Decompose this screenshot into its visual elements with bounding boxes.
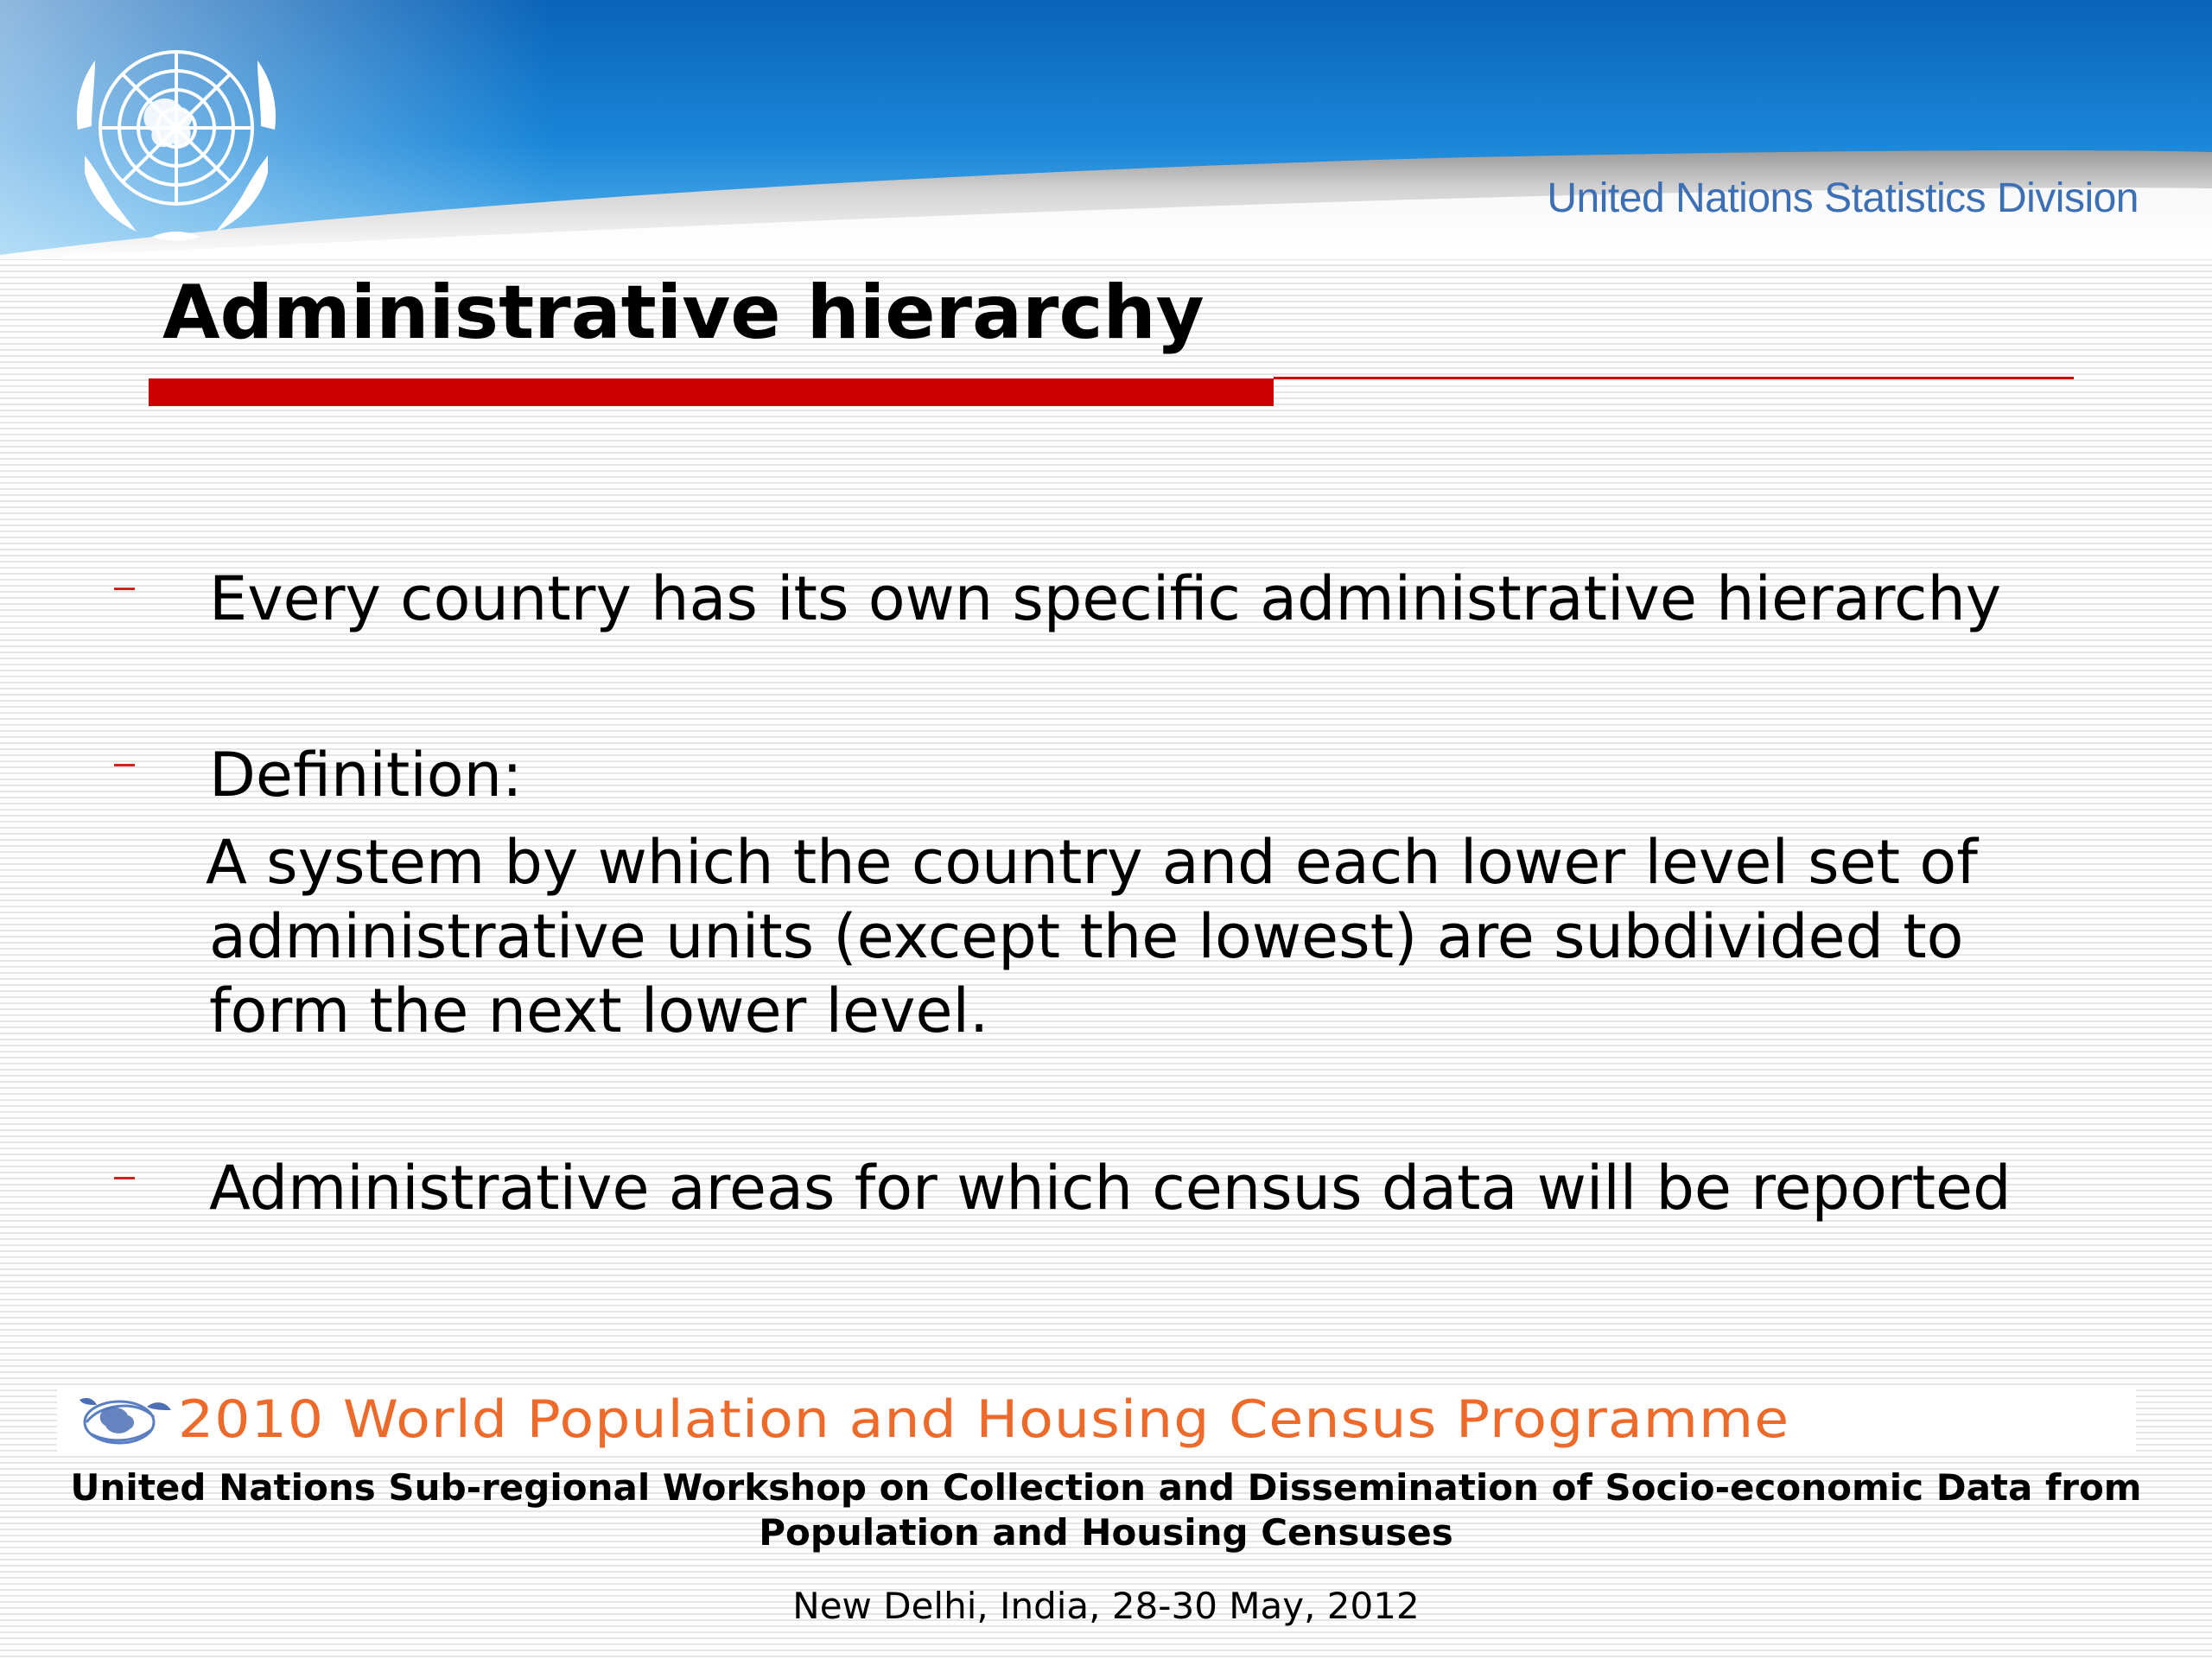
slide-title: Administrative hierarchy <box>162 270 1205 356</box>
un-emblem-icon <box>66 26 287 247</box>
definition-line: administrative units (except the lowest) are subdivided to <box>209 901 1964 972</box>
definition-text <box>206 825 2107 1048</box>
header-banner <box>0 0 2212 259</box>
definition-line: A system by which the country and each lower level set of <box>206 827 1978 898</box>
bullet-dash-icon <box>114 1177 135 1179</box>
title-underline-thin <box>1274 377 2074 379</box>
bullet-dash-icon <box>114 764 135 766</box>
bullet-text: Every country has its own specific administrative hierarchy <box>209 563 2002 634</box>
census-programme-title: 2010 World Population and Housing Census Programme <box>178 1389 1790 1450</box>
census-programme-logo-icon <box>74 1391 176 1450</box>
bullet-text: Definition: <box>209 740 523 810</box>
bullet-dash-icon <box>114 588 135 590</box>
workshop-title-line: Population and Housing Censuses <box>759 1511 1453 1554</box>
workshop-title-line: United Nations Sub-regional Workshop on Collection and Dissemination of Socio-economic Data from <box>70 1466 2142 1509</box>
workshop-venue-date: New Delhi, India, 28-30 May, 2012 <box>792 1585 1420 1627</box>
title-underline-thick <box>149 378 1274 406</box>
definition-line: form the next lower level. <box>209 976 989 1046</box>
division-name: United Nations Statistics Division <box>1547 175 2139 221</box>
census-programme-banner <box>57 1388 2136 1453</box>
bullet-text: Administrative areas for which census data will be reported <box>209 1153 2012 1224</box>
workshop-title <box>0 1465 2212 1555</box>
